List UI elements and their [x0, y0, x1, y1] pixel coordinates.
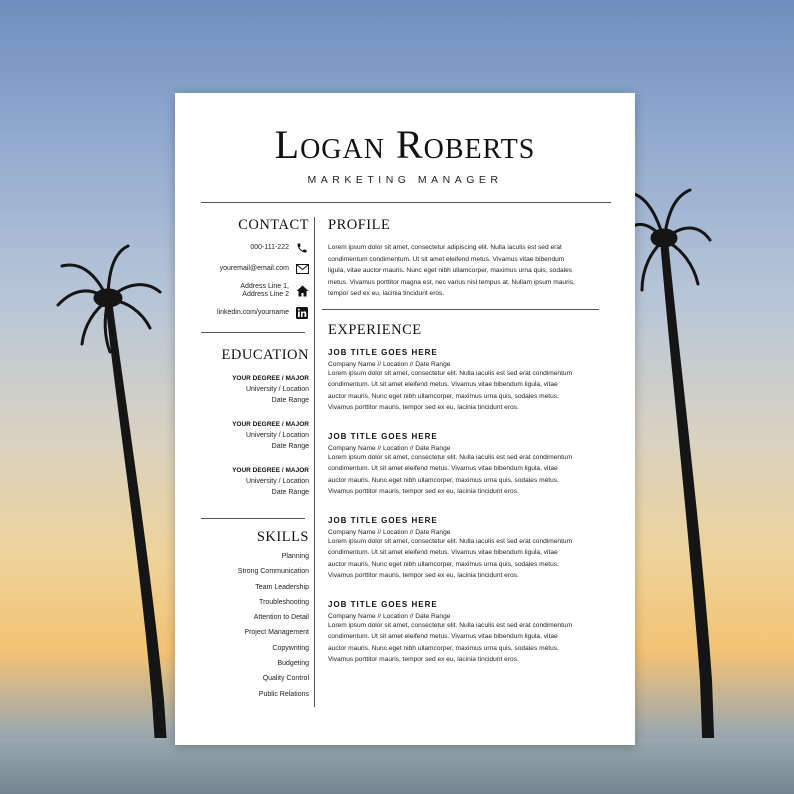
job-line: Vivamus porttitor mauris, tempor sed ex eu, lacinia tincidunt eros.	[328, 488, 519, 495]
job-line: Lorem ipsum dolor sit amet, consectetur elit. Nulla iaculis est sed erat condimentum	[328, 621, 573, 629]
palm-tree-right	[626, 190, 716, 790]
job-subtitle: Company Name // Location // Date Range	[328, 360, 451, 368]
job-entry	[328, 348, 608, 414]
education-divider	[201, 518, 305, 519]
job-line: condimentum. Ut sit amet eleifend metus. Vivamus vitae bibendum ligula, vitae	[328, 549, 558, 556]
experience-heading: EXPERIENCE	[328, 321, 422, 338]
job-entry	[328, 516, 608, 582]
job-subtitle: Company Name // Location // Date Range	[328, 528, 451, 536]
job-line: Lorem ipsum dolor sit amet, consectetur elit. Nulla iaculis est sed erat condimentum	[328, 369, 573, 377]
profile-text	[328, 242, 608, 300]
address-line1: Address Line 1,	[240, 283, 289, 290]
skill-item: Quality Control	[262, 675, 309, 683]
skills-heading: SKILLS	[256, 529, 309, 545]
education-date: Date Range	[271, 489, 309, 496]
education-item	[199, 466, 309, 498]
education-university: University / Location	[245, 432, 309, 439]
envelope-icon	[295, 262, 309, 276]
resume-name: Logan Roberts	[274, 122, 536, 167]
left-column	[199, 217, 309, 702]
profile-divider	[322, 309, 599, 310]
job-line: Lorem ipsum dolor sit amet, consectetur elit. Nulla iaculis est sed erat condimentum	[328, 537, 573, 545]
skill-item: Copywriting	[272, 644, 309, 652]
skill-item: Attention to Detail	[253, 614, 309, 622]
education-degree: YOUR DEGREE / MAJOR	[232, 421, 309, 428]
job-line: auctor mauris. Nunc eget nibh ullamcorper, maximus urna quis, sodales metus.	[328, 392, 559, 400]
education-item	[199, 374, 309, 406]
skill-item: Strong Communication	[237, 568, 309, 576]
contact-divider	[201, 332, 305, 333]
address-line2: Address Line 2	[242, 291, 289, 298]
skill-item: Team Leadership	[255, 583, 309, 591]
phone-text: 000-111-222	[250, 244, 289, 251]
profile-line: condimentum condimentum. Ut sit amet eleifend metus. Vivamus vitae bibendum	[328, 255, 565, 263]
profile-line: Lorem ipsum dolor sit amet, consectetur adipiscing elit. Nulla iaculis est sed erat	[328, 244, 562, 251]
sea	[0, 738, 794, 794]
skill-item: Troubleshooting	[259, 598, 309, 606]
skill-item: Project Management	[244, 629, 309, 637]
profile-line: metus. Vivamus porttitor magna est, nec varius nisl tempus at. Nullam ipsum mauris,	[328, 278, 575, 286]
email-text: youremail@email.com	[219, 265, 289, 272]
contact-phone	[199, 241, 309, 255]
education-date: Date Range	[271, 443, 309, 450]
education-date: Date Range	[271, 397, 309, 404]
right-column	[328, 217, 608, 666]
job-title: JOB TITLE GOES HERE	[328, 347, 438, 357]
home-icon	[295, 284, 309, 298]
job-line: condimentum. Ut sit amet eleifend metus. Vivamus vitae bibendum ligula, vitae	[328, 381, 558, 388]
job-line: auctor mauris. Nunc eget nibh ullamcorper, maximus urna quis, sodales metus.	[328, 644, 559, 652]
job-title: JOB TITLE GOES HERE	[328, 431, 438, 441]
job-title: JOB TITLE GOES HERE	[328, 599, 438, 609]
education-degree: YOUR DEGREE / MAJOR	[232, 375, 309, 382]
phone-icon	[295, 241, 309, 255]
job-entry	[328, 600, 608, 666]
education-university: University / Location	[245, 386, 309, 393]
skill-item: Planning	[281, 553, 309, 560]
address-text	[240, 283, 289, 299]
profile-line: ligula, vitae auctor mauris. Nunc eget nibh ullamcorper, maximus urna quis, sodales	[328, 267, 573, 274]
job-entry	[328, 432, 608, 498]
header-divider	[201, 202, 611, 203]
education-university: University / Location	[245, 478, 309, 485]
job-line: auctor mauris. Nunc eget nibh ullamcorper, maximus urna quis, sodales metus.	[328, 560, 559, 568]
skill-item: Public Relations	[258, 690, 309, 698]
job-title: JOB TITLE GOES HERE	[328, 515, 438, 525]
profile-heading: PROFILE	[328, 217, 391, 233]
job-subtitle: Company Name // Location // Date Range	[328, 444, 451, 452]
resume-role: MARKETING MANAGER	[307, 174, 503, 186]
education-heading: EDUCATION	[221, 347, 309, 363]
job-subtitle: Company Name // Location // Date Range	[328, 612, 451, 620]
contact-email	[199, 262, 309, 276]
contact-heading: CONTACT	[238, 217, 309, 233]
linkedin-text: linkedin.com/yourname	[217, 309, 289, 316]
resume-sheet	[175, 93, 635, 745]
palm-tree-left	[58, 246, 170, 790]
job-line: condimentum. Ut sit amet eleifend metus. Vivamus vitae bibendum ligula, vitae	[328, 633, 558, 640]
profile-line: tempor sed ex eu, lacinia tincidunt eros.	[328, 290, 445, 297]
job-line: Vivamus porttitor mauris, tempor sed ex eu, lacinia tincidunt eros.	[328, 572, 519, 579]
job-line: Vivamus porttitor mauris, tempor sed ex eu, lacinia tincidunt eros.	[328, 656, 519, 663]
linkedin-icon	[295, 306, 309, 320]
skill-item: Budgeting	[277, 660, 309, 668]
job-line: Lorem ipsum dolor sit amet, consectetur elit. Nulla iaculis est sed erat condimentum	[328, 453, 573, 461]
education-item	[199, 420, 309, 452]
contact-linkedin	[199, 306, 309, 320]
job-line: Vivamus porttitor mauris, tempor sed ex eu, lacinia tincidunt eros.	[328, 404, 519, 411]
column-divider	[314, 217, 315, 707]
education-degree: YOUR DEGREE / MAJOR	[232, 467, 309, 474]
contact-address	[199, 283, 309, 299]
job-line: auctor mauris. Nunc eget nibh ullamcorper, maximus urna quis, sodales metus.	[328, 476, 559, 484]
job-line: condimentum. Ut sit amet eleifend metus. Vivamus vitae bibendum ligula, vitae	[328, 465, 558, 472]
